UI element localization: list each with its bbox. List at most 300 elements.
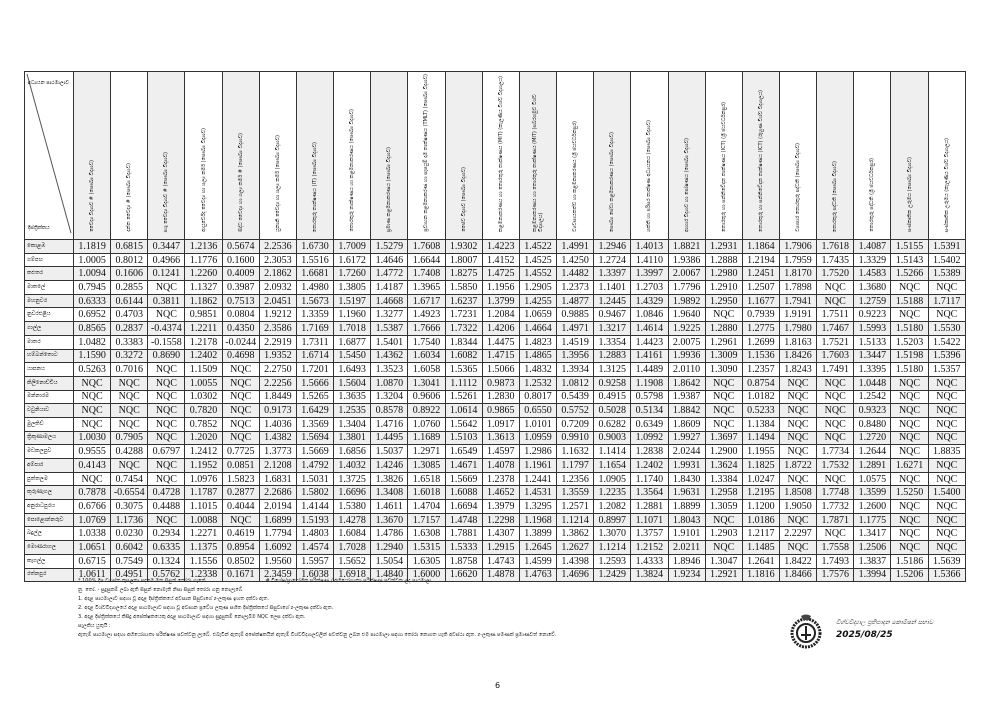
z-score-cell: 1.0846 xyxy=(631,308,668,322)
z-score-cell: 1.8426 xyxy=(779,349,816,363)
z-score-cell: 2.0194 xyxy=(259,500,296,514)
z-score-cell: 1.0769 xyxy=(74,513,111,527)
z-score-cell: 0.9467 xyxy=(594,308,631,322)
z-score-cell: NQC xyxy=(928,527,965,541)
z-score-cell: 1.4599 xyxy=(519,554,556,568)
z-score-cell: 1.1401 xyxy=(594,281,631,295)
column-header xyxy=(668,72,705,240)
z-score-cell: 1.2910 xyxy=(705,281,742,295)
z-score-cell: 1.3613 xyxy=(482,431,519,445)
z-score-cell: 1.7794 xyxy=(259,527,296,541)
z-score-cell: NQC xyxy=(891,376,928,390)
z-score-cell: 0.2855 xyxy=(111,281,148,295)
z-score-cell: 1.5694 xyxy=(296,431,333,445)
z-score-cell: 0.5028 xyxy=(594,404,631,418)
z-score-cell: 1.7558 xyxy=(817,541,854,555)
table-row xyxy=(25,472,966,486)
z-score-cell: 0.8565 xyxy=(74,322,111,336)
z-score-cell: 1.3624 xyxy=(705,459,742,473)
z-score-cell: 1.8722 xyxy=(779,459,816,473)
z-score-cell: NQC xyxy=(779,472,816,486)
z-score-cell: 0.3383 xyxy=(111,335,148,349)
z-score-cell: 1.3408 xyxy=(371,486,408,500)
z-score-cell: 1.7009 xyxy=(334,240,371,254)
z-score-cell: 1.5401 xyxy=(371,335,408,349)
z-score-cell: 1.0302 xyxy=(185,390,222,404)
z-score-cell: 0.4619 xyxy=(222,527,259,541)
z-score-cell: 1.5389 xyxy=(928,267,965,281)
z-score-cell: NQC xyxy=(779,445,816,459)
z-score-cell: 1.3934 xyxy=(557,363,594,377)
z-score-cell: 1.7260 xyxy=(334,267,371,281)
z-score-cell: 1.1327 xyxy=(185,281,222,295)
z-score-cell: 1.4144 xyxy=(296,500,333,514)
z-score-cell: 1.3680 xyxy=(854,281,891,295)
z-score-cell: 1.1677 xyxy=(742,294,779,308)
column-header-label: සිද්ධ වෛද්‍ය හා ශල්‍ය කර්ම # (සෞඛ්‍ය විද්‍යාව) xyxy=(237,133,244,232)
column-header-label: තොරතුරු තාක්ෂණය හා කළමනාකරණය (සෞඛ්‍ය විද්‍යාව) xyxy=(349,109,356,232)
z-score-cell: 1.1956 xyxy=(482,281,519,295)
z-score-cell: 0.7549 xyxy=(111,554,148,568)
district-name: වවුනියාව xyxy=(25,404,74,418)
z-score-cell: 1.2235 xyxy=(594,486,631,500)
z-score-cell: NQC xyxy=(891,500,928,514)
z-score-cell: 1.6694 xyxy=(445,500,482,514)
z-score-cell: 1.4832 xyxy=(519,363,556,377)
z-score-cell: 1.9631 xyxy=(668,486,705,500)
z-score-cell: 1.5197 xyxy=(334,294,371,308)
z-score-cell: 1.2571 xyxy=(557,500,594,514)
z-score-cell: 1.4362 xyxy=(371,349,408,363)
z-score-cell: 1.7201 xyxy=(296,363,333,377)
z-score-cell: 0.6333 xyxy=(74,294,111,308)
z-score-cell: 0.9323 xyxy=(854,404,891,418)
z-score-cell: NQC xyxy=(148,513,185,527)
z-score-cell: 0.6766 xyxy=(74,500,111,514)
z-score-cell: 1.3773 xyxy=(259,445,296,459)
z-score-cell: 1.9101 xyxy=(668,527,705,541)
z-score-cell: NQC xyxy=(779,541,816,555)
z-score-cell: 1.5155 xyxy=(891,240,928,254)
z-score-cell: 0.5134 xyxy=(631,404,668,418)
z-score-cell: 0.4703 xyxy=(111,308,148,322)
z-score-cell: NQC xyxy=(779,390,816,404)
z-score-cell: 1.5266 xyxy=(891,267,928,281)
z-score-cell: 0.8480 xyxy=(854,417,891,431)
z-score-cell: NQC xyxy=(891,390,928,404)
z-score-cell: 1.2593 xyxy=(594,554,631,568)
z-score-cell: 1.1736 xyxy=(111,513,148,527)
district-name: මාතලේ xyxy=(25,281,74,295)
z-score-cell: 1.4668 xyxy=(371,294,408,308)
z-score-cell: 0.2934 xyxy=(148,527,185,541)
z-score-cell: 2.3586 xyxy=(259,322,296,336)
z-score-cell: 1.2641 xyxy=(742,554,779,568)
z-score-cell: 1.4748 xyxy=(445,513,482,527)
z-score-cell: 0.7725 xyxy=(222,445,259,459)
table-row xyxy=(25,390,966,404)
z-score-cell: 1.4696 xyxy=(557,568,594,582)
z-score-cell: 1.3994 xyxy=(854,568,891,582)
district-name: කිලිනොච්චිය xyxy=(25,376,74,390)
z-score-cell: 1.2905 xyxy=(519,281,556,295)
z-score-cell: 1.2931 xyxy=(705,240,742,254)
z-score-cell: 1.2986 xyxy=(519,445,556,459)
z-score-cell: 1.0905 xyxy=(594,472,631,486)
z-score-cell: NQC xyxy=(928,431,965,445)
z-score-cell: 1.7520 xyxy=(817,267,854,281)
z-score-cell: NQC xyxy=(891,417,928,431)
z-score-cell: 0.9910 xyxy=(557,431,594,445)
z-score-cell: 2.0451 xyxy=(259,294,296,308)
z-score-cell: 1.4646 xyxy=(371,253,408,267)
district-name: ත්‍රිකුණාමලය xyxy=(25,431,74,445)
z-score-cell: 1.5250 xyxy=(891,486,928,500)
z-score-cell: 1.4786 xyxy=(371,527,408,541)
table-row xyxy=(25,445,966,459)
z-score-cell: 1.2412 xyxy=(185,445,222,459)
z-score-cell: 1.6305 xyxy=(408,554,445,568)
z-score-cell: 1.3862 xyxy=(557,527,594,541)
column-header-label: තොරතුරු පද්ධති (ශ්‍රී ජයවර්ධනපුර) xyxy=(869,158,876,232)
z-score-cell: NQC xyxy=(74,417,111,431)
district-name: ගාල්ල xyxy=(25,322,74,336)
z-score-cell: 1.5054 xyxy=(371,554,408,568)
z-score-cell: 1.3085 xyxy=(408,459,445,473)
z-score-cell: 0.0851 xyxy=(222,459,259,473)
z-score-cell: 1.1952 xyxy=(185,459,222,473)
column-header xyxy=(779,72,816,240)
z-score-cell: 2.2536 xyxy=(259,240,296,254)
z-score-cell: 1.6082 xyxy=(445,349,482,363)
z-score-cell: 1.7980 xyxy=(779,322,816,336)
z-score-cell: 1.0651 xyxy=(74,541,111,555)
table-row xyxy=(25,431,966,445)
z-score-cell: NQC xyxy=(779,431,816,445)
z-score-cell: 1.1654 xyxy=(594,459,631,473)
z-score-cell: NQC xyxy=(148,308,185,322)
z-score-cell: NQC xyxy=(779,513,816,527)
z-score-cell: 1.7493 xyxy=(817,554,854,568)
column-header-label: ප්‍රමාණ කළමනාකරණය (සෞඛ්‍ය විද්‍යාව) xyxy=(386,146,393,232)
district-name: කුරුණෑගල xyxy=(25,486,74,500)
z-score-cell: 1.1632 xyxy=(557,445,594,459)
z-score-cell: 1.2357 xyxy=(742,363,779,377)
z-score-cell: 1.4087 xyxy=(854,240,891,254)
z-score-cell: 1.8007 xyxy=(445,253,482,267)
column-header-label: තොරතුරු පද්ධති (සෞඛ්‍ය විද්‍යාව) xyxy=(832,160,839,232)
corner-header xyxy=(25,72,74,240)
table-row xyxy=(25,404,966,418)
z-score-cell: 0.6550 xyxy=(519,404,556,418)
z-score-cell: 1.0959 xyxy=(519,431,556,445)
z-score-cell: NQC xyxy=(705,376,742,390)
z-score-cell: 1.2429 xyxy=(594,568,631,582)
z-score-cell: 0.8754 xyxy=(742,376,779,390)
z-score-cell: 1.1384 xyxy=(742,417,779,431)
z-score-cell: 1.2950 xyxy=(705,294,742,308)
z-score-cell: 1.2373 xyxy=(557,281,594,295)
z-score-cell: 1.2378 xyxy=(482,472,519,486)
z-score-cell: 1.0760 xyxy=(408,417,445,431)
z-score-cell: 1.3047 xyxy=(705,554,742,568)
z-score-cell: NQC xyxy=(817,417,854,431)
z-score-cell: 1.5380 xyxy=(334,500,371,514)
z-score-cell: 1.5391 xyxy=(928,240,965,254)
z-score-cell: 1.5669 xyxy=(296,445,333,459)
z-score-cell: 1.9386 xyxy=(668,253,705,267)
z-score-cell: 1.5206 xyxy=(891,568,928,582)
z-score-cell: -0.0244 xyxy=(222,335,259,349)
z-score-cell: 0.7513 xyxy=(222,294,259,308)
z-score-cell: 1.7408 xyxy=(408,267,445,281)
z-score-cell: 1.5365 xyxy=(445,363,482,377)
z-score-cell: 0.4698 xyxy=(222,349,259,363)
table-row xyxy=(25,376,966,390)
z-score-cell: 1.3801 xyxy=(334,431,371,445)
z-score-cell: 1.2195 xyxy=(742,486,779,500)
z-score-cell: 1.2940 xyxy=(371,541,408,555)
z-score-cell: 1.0247 xyxy=(742,472,779,486)
star-note: * 100% දීප ව්‍යාප්ත කුසලතා පදනම මත සිසුන් තෝරා ගැනේ xyxy=(78,578,206,584)
z-score-cell: 1.2971 xyxy=(408,445,445,459)
table-row xyxy=(25,486,966,500)
special-title: සැලකිය යුතුයි : xyxy=(78,623,111,629)
z-score-cell: NQC xyxy=(222,363,259,377)
z-score-cell: NQC xyxy=(705,513,742,527)
z-score-cell: 1.0482 xyxy=(74,335,111,349)
z-score-cell: NQC xyxy=(222,417,259,431)
z-score-cell: NQC xyxy=(148,472,185,486)
z-score-cell: 0.7209 xyxy=(557,417,594,431)
z-score-cell: 2.2919 xyxy=(259,335,296,349)
z-score-cell: 1.1740 xyxy=(631,472,668,486)
z-score-cell: 1.3523 xyxy=(371,363,408,377)
z-score-cell: 1.8508 xyxy=(779,486,816,500)
z-score-cell: 1.6831 xyxy=(259,472,296,486)
z-score-cell: 1.5333 xyxy=(445,541,482,555)
column-header xyxy=(891,72,928,240)
z-score-cell: 1.7117 xyxy=(928,294,965,308)
z-score-cell: NQC xyxy=(148,417,185,431)
z-score-cell: 2.0211 xyxy=(668,541,705,555)
z-score-cell: 1.4743 xyxy=(482,554,519,568)
z-score-cell: 1.5400 xyxy=(928,486,965,500)
z-score-cell: 1.2880 xyxy=(705,322,742,336)
z-score-cell: 1.8609 xyxy=(668,417,705,431)
z-score-cell: 0.4044 xyxy=(222,500,259,514)
z-score-cell: 0.9003 xyxy=(594,431,631,445)
hash-note: # විශේෂ/ප්‍රායෝගික පරීක්ෂණ / අභියෝග්‍යතා පරීක්ෂණ පවත්වන ලද පාඨමාලා xyxy=(265,578,432,584)
column-header xyxy=(185,72,222,240)
z-score-cell: 1.0992 xyxy=(631,431,668,445)
z-score-cell: 1.3277 xyxy=(371,308,408,322)
z-score-cell: 0.5798 xyxy=(631,390,668,404)
z-score-cell: NQC xyxy=(817,376,854,390)
z-score-cell: 0.6042 xyxy=(111,541,148,555)
z-score-cell: 1.8043 xyxy=(668,513,705,527)
z-score-cell: 1.0448 xyxy=(854,376,891,390)
z-score-cell: 1.5850 xyxy=(445,281,482,295)
z-score-cell: NQC xyxy=(74,472,111,486)
z-score-cell: 0.1606 xyxy=(111,267,148,281)
z-score-cell: 1.2136 xyxy=(185,240,222,254)
z-score-table xyxy=(24,71,966,582)
z-score-cell: 1.4865 xyxy=(519,349,556,363)
z-score-cell: 1.3997 xyxy=(631,267,668,281)
z-score-cell: 1.4255 xyxy=(519,294,556,308)
z-score-cell: 1.7322 xyxy=(445,322,482,336)
column-header xyxy=(371,72,408,240)
z-score-cell: 1.0917 xyxy=(482,417,519,431)
z-score-cell: 1.1960 xyxy=(334,308,371,322)
z-score-cell: 1.2881 xyxy=(631,500,668,514)
z-score-cell: 1.0575 xyxy=(854,472,891,486)
column-header xyxy=(742,72,779,240)
z-score-cell: 1.8899 xyxy=(668,500,705,514)
district-name: මුලතිව් xyxy=(25,417,74,431)
z-score-cell: 0.9173 xyxy=(259,404,296,418)
z-score-cell: NQC xyxy=(817,390,854,404)
z-score-cell: 1.1787 xyxy=(185,486,222,500)
z-score-cell: 1.4725 xyxy=(482,267,519,281)
z-score-cell: 1.8821 xyxy=(668,240,705,254)
z-score-cell: 1.4980 xyxy=(296,281,333,295)
diagonal-divider-icon xyxy=(25,72,73,235)
z-score-cell: 1.4971 xyxy=(557,322,594,336)
z-score-cell: 2.1862 xyxy=(259,267,296,281)
z-score-cell: 0.6815 xyxy=(111,240,148,254)
z-score-cell: 1.3070 xyxy=(594,527,631,541)
z-score-cell: 1.6018 xyxy=(408,486,445,500)
column-header xyxy=(705,72,742,240)
z-score-cell: 1.6714 xyxy=(296,349,333,363)
z-score-cell: 0.2837 xyxy=(111,322,148,336)
z-score-cell: 1.9892 xyxy=(668,294,705,308)
z-score-cell: 1.2532 xyxy=(519,376,556,390)
z-score-cell: 1.9640 xyxy=(668,308,705,322)
z-score-cell: -0.1558 xyxy=(148,335,185,349)
z-score-cell: 1.7796 xyxy=(668,281,705,295)
district-name: අම්පාර xyxy=(25,459,74,473)
z-score-cell: 0.7939 xyxy=(742,308,779,322)
z-score-cell: 0.8954 xyxy=(222,541,259,555)
z-score-cell: 1.4823 xyxy=(519,335,556,349)
z-score-cell: 1.6681 xyxy=(296,267,333,281)
z-score-cell: 1.0030 xyxy=(74,431,111,445)
district-name: අනුරාධපුරය xyxy=(25,500,74,514)
z-score-cell: NQC xyxy=(74,376,111,390)
z-score-cell: 1.3359 xyxy=(296,308,333,322)
column-header-label: කළමනාකරණය හා තොරතුරු තාක්ෂණය (MIT) (සබරගමුව විශ්ව විද්‍යාලය) xyxy=(531,94,544,232)
z-score-cell: NQC xyxy=(928,390,965,404)
z-score-cell: 0.1324 xyxy=(148,554,185,568)
z-score-cell: 1.7734 xyxy=(817,445,854,459)
z-score-cell: 1.3125 xyxy=(594,363,631,377)
table-row xyxy=(25,527,966,541)
z-score-cell: 2.2297 xyxy=(779,527,816,541)
district-label: දිස්ත්‍රික්කය xyxy=(28,225,50,231)
z-score-cell: 1.6084 xyxy=(334,527,371,541)
z-score-cell: 1.5642 xyxy=(445,417,482,431)
column-header-label: තොරතුරු හා සන්නිවේදන තාක්ෂණය (ICT) (ශ්‍රී ජයවර්ධනපුර) xyxy=(720,101,727,232)
z-score-cell: 0.9555 xyxy=(74,445,111,459)
z-score-cell: 1.2117 xyxy=(742,527,779,541)
z-score-cell: 1.5198 xyxy=(891,349,928,363)
z-score-cell: 1.6088 xyxy=(445,486,482,500)
district-name: යාපනය xyxy=(25,363,74,377)
z-score-cell: 1.7231 xyxy=(445,308,482,322)
z-score-cell: 1.7028 xyxy=(334,541,371,555)
z-score-cell: 0.8012 xyxy=(111,253,148,267)
column-header xyxy=(296,72,333,240)
z-score-cell: 1.6918 xyxy=(334,568,371,582)
z-score-cell: 1.2915 xyxy=(482,541,519,555)
z-score-cell: 1.1414 xyxy=(594,445,631,459)
z-score-cell: 1.0659 xyxy=(519,308,556,322)
z-score-cell: 1.7169 xyxy=(296,322,333,336)
z-score-cell: 0.4009 xyxy=(222,267,259,281)
z-score-cell: NQC xyxy=(928,472,965,486)
z-score-cell: 1.5823 xyxy=(222,472,259,486)
z-score-cell: 1.2645 xyxy=(519,541,556,555)
z-score-cell: 1.1112 xyxy=(445,376,482,390)
z-score-cell: 1.7603 xyxy=(817,349,854,363)
z-score-cell: 1.9050 xyxy=(779,500,816,514)
z-score-cell: 1.1775 xyxy=(854,513,891,527)
z-score-cell: 1.4763 xyxy=(519,568,556,582)
z-score-cell: 1.5402 xyxy=(928,253,965,267)
z-score-cell: 1.3384 xyxy=(705,472,742,486)
z-score-cell: 1.2883 xyxy=(594,349,631,363)
z-score-cell: NQC xyxy=(705,417,742,431)
z-score-cell: NQC xyxy=(891,541,928,555)
z-score-cell: 1.5037 xyxy=(371,445,408,459)
z-score-cell: NQC xyxy=(148,404,185,418)
z-score-cell: 0.6952 xyxy=(74,308,111,322)
z-score-cell: 1.2542 xyxy=(854,390,891,404)
z-score-cell: 1.7311 xyxy=(296,335,333,349)
column-header-label: කළමනාකරණය හා තොරතුරු තාක්ෂණය (MIT) (කැලණිය විශ්ව විද්‍යාලය) xyxy=(497,75,504,232)
z-score-cell: 1.0055 xyxy=(185,376,222,390)
organization-name: විශ්වවිද්‍යාල ප්‍රතිපාදන කොමිෂන් සභාව xyxy=(836,619,934,626)
z-score-cell: 1.3404 xyxy=(334,417,371,431)
z-score-cell: 1.3041 xyxy=(408,376,445,390)
z-score-cell: NQC xyxy=(928,500,965,514)
z-score-cell: 0.9873 xyxy=(482,376,519,390)
z-score-cell: 0.8502 xyxy=(222,554,259,568)
z-score-cell: 0.6282 xyxy=(594,417,631,431)
z-score-cell: 1.5265 xyxy=(296,390,333,404)
z-score-cell: 0.5762 xyxy=(148,568,185,582)
z-score-cell: 1.2441 xyxy=(519,472,556,486)
z-score-cell: 0.3811 xyxy=(148,294,185,308)
z-score-cell: 1.8243 xyxy=(779,363,816,377)
z-score-cell: 1.3826 xyxy=(371,472,408,486)
z-score-cell: 0.3272 xyxy=(111,349,148,363)
z-score-cell: NQC xyxy=(891,527,928,541)
z-score-cell: 1.7871 xyxy=(817,513,854,527)
z-score-cell: NQC xyxy=(928,541,965,555)
z-score-cell: 0.5263 xyxy=(74,363,111,377)
z-score-cell: NQC xyxy=(928,459,965,473)
z-score-cell: 1.8163 xyxy=(779,335,816,349)
z-score-cell: 1.3725 xyxy=(334,472,371,486)
z-score-cell: 0.9258 xyxy=(594,376,631,390)
z-score-cell: 1.1825 xyxy=(742,459,779,473)
z-score-cell: NQC xyxy=(111,417,148,431)
z-score-cell: 0.4966 xyxy=(148,253,185,267)
